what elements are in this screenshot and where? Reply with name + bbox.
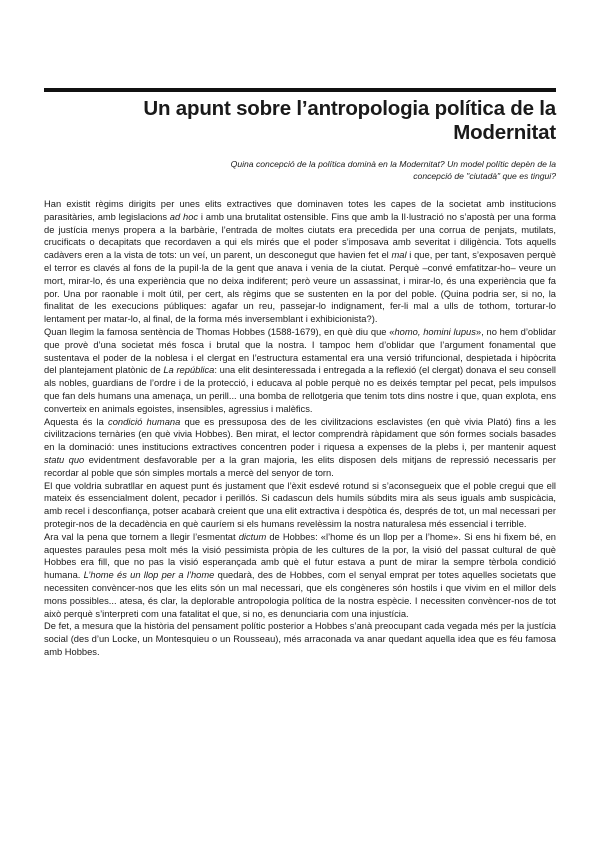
text-run: i que, per tant, s’exposaven perquè el terror es clavés al fons de la pupil·la de la gent que anava i venia de la ciutat. Perquè –convé emfatitzar-ho– veure un mort, mirar-lo, és una experiència que no deixa indiferent; però veure un assassinat, i mirar-lo, és una experiència que fa por. Una por raonable i molt útil, per cert, als règims que se sustenten en la por del poble. (Quina podria ser, si no, la finalitat de les execucions públiques: agafar un reu, passejar-lo indignament, fer-li mal a ulls de tothom, torturar-lo lentament per matar-lo, al final, de la forma més inversemblant i exhibicionista?). xyxy=(44,250,556,325)
article-title: Un apunt sobre l’antropologia política de la Modernitat xyxy=(143,97,556,144)
paragraph-1 xyxy=(44,198,556,326)
text-run: De fet, a mesura que la història del pensament polític posterior a Hobbes s’anà preocupant cada vegada més per la justícia social (des d’un Locke, un Montesquieu o un Rousseau), més arraconada va anar quedant aquella idea que es féu famosa amb Hobbes. xyxy=(44,621,556,657)
italic-term: homo, homini lupus xyxy=(394,326,476,337)
italic-term: ad hoc xyxy=(169,211,199,222)
paragraph-6 xyxy=(44,620,556,658)
paragraph-2 xyxy=(44,326,556,416)
italic-term: L’home és un llop per a l’home xyxy=(83,570,215,581)
italic-term: La república xyxy=(163,365,215,376)
paragraph-5 xyxy=(44,531,556,621)
text-run: Aquesta és la xyxy=(44,416,109,427)
paragraph-3 xyxy=(44,416,556,480)
italic-term: condició humana xyxy=(108,416,181,427)
article-body xyxy=(44,198,556,659)
italic-term: dictum xyxy=(238,531,267,542)
article-subtitle: Quina concepció de la política dominà en la Modernitat? Un model polític depèn de la concepció de "ciutadà" que es tingui? xyxy=(230,159,556,181)
text-run: : una elit desinteressada i entregada a la reflexió (el clergat) donava el seu consell als nobles, guardians de l’ordre i de la protecció, i educava al poble perquè no es deixés temptar pel pecat, pels impulsos que fan dels humans una amenaça, un perill... una bomba de rellotgeria que tenim tots dins nostre i que, quan explota, ens converteix en animals egoistes, insensibles, agressius i malèfics. xyxy=(44,365,556,414)
header-rule xyxy=(44,88,556,92)
text-run: evidentment desfavorable per a la gran majoria, les elits disposen dels mitjans de repressió necessaris per recordar al poble que són simples mortals a mercè del senyor de torn. xyxy=(44,454,556,478)
text-run: de Hobbes: «l’home és un llop per a l’home». Si ens hi fixem bé, en aquestes paraules pesa molt més la visió pessimista pròpia de les cultures de la por, la visió del passat cultural de què Hobbes era fill, que no pas la visió esperançada amb què el futur estava a punt de mirar la sempre tèrbola condició humana. xyxy=(44,531,556,581)
text-run: Quan llegim la famosa sentència de Thomas Hobbes (1588-1679), en què diu que « xyxy=(44,326,395,337)
italic-term: statu quo xyxy=(44,454,85,465)
text-run: El que voldria subratllar en aquest punt és justament que l’èxit esdevé rotund si s’aconsegueix que el poble cregui que ell mateix és essencialment dolent, pecador i perillós. Si cadascun dels humils súbdits mira als seus iguals amb suspicàcia, amb recel i desconfiança, potser acabarà creient que una elit extractiva i despòtica és, després de tot, un mal necessari per protegir-nos de la decadència en què cauríem si els humans revelèssim la nostra naturalesa més essencial i terrible. xyxy=(44,480,556,529)
text-run: Ara val la pena que tornem a llegir l’esmentat xyxy=(44,531,239,542)
text-run: », no hem d’oblidar que provè d’una societat més fosca i brutal que la nostra. I tampoc hem d’oblidar que l’argument fonamental que sustentava el poder de la noblesa i el clergat en l’estructura estamental era una versió trifuncional, despietada i hipòcrita del plantejament platònic de xyxy=(44,326,556,376)
text-run: que es pressuposa des de les civilitzacions esclavistes (en què vivia Plató) fins a les civilitzacions ternàries (en què vivia Hobbes). Ben mirat, el lector comprendrà ràpidament que són formes socials basades en la dominació: unes institucions extractives concentren poder i riquesa a expenses de la plebs i, per mantenir aquest xyxy=(44,416,556,453)
text-run: Han existit règims dirigits per unes elits extractives que dominaven totes les capes de la societat amb institucions parasitàries, amb legislacions xyxy=(44,199,556,222)
text-run: i amb una brutalitat ostensible. Fins que amb la Il·lustració no s’apostà per una forma de justícia menys propera a la barbàrie, l’entrada de moltes ciutats era precedida per una corrua de penjats, mutilats, crucificats o decapitats que recordaven a qui els mirés que el poder s’imposava amb severitat i diligència. Tots aquells cadàvers eren a la vista de tots: un veí, un parent, un desconegut que havien fet el xyxy=(44,211,556,261)
text-run: quedarà, des de Hobbes, com el senyal emprat per totes aquelles societats que necessiten convèncer-nos que les elits són un mal necessari, que els congèneres són hostils i que vivim en el millor dels mons possibles... atesa, és clar, la deplorable antropologia política de la nostra espècie. I necessiten convèncer-nos de tot això perquè s’interpreti com una fatalitat el que, si no, es denunciaria com una injustícia. xyxy=(44,570,556,619)
paragraph-4 xyxy=(44,480,556,531)
italic-term: mal xyxy=(391,250,407,261)
